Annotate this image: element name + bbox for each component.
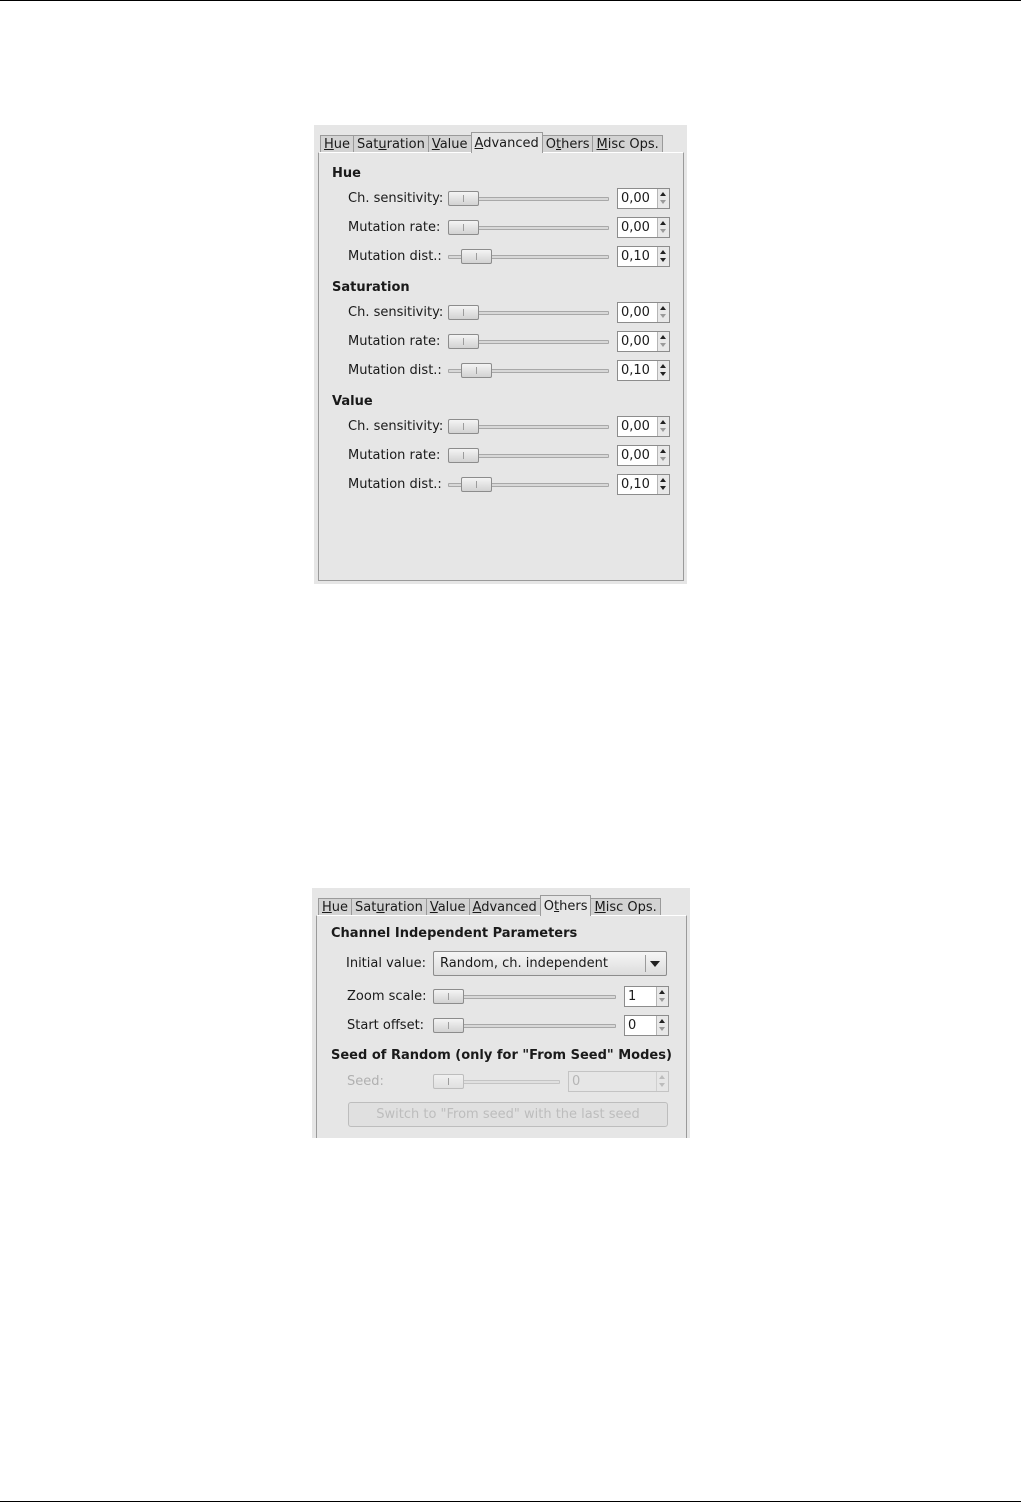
mutation-rate-label: Mutation rate: (348, 448, 441, 463)
spin-arrows[interactable] (657, 189, 669, 208)
mutation-rate-value: 0,00 (621, 448, 650, 463)
start-offset-label: Start offset: (347, 1018, 425, 1033)
others-tab-screenshot (312, 888, 690, 1138)
seed-heading: Seed of Random (only for "From Seed" Modes) (331, 1048, 672, 1063)
spin-arrows[interactable] (657, 332, 669, 351)
tab-hue[interactable]: Hue (320, 135, 354, 153)
section-heading-value: Value (332, 394, 373, 409)
mutation-dist-spinbox[interactable] (617, 360, 670, 381)
mutation-dist-spinbox[interactable] (617, 246, 670, 267)
mutation-dist-value: 0,10 (621, 363, 650, 378)
spin-arrows[interactable] (657, 361, 669, 380)
mutation-rate-label: Mutation rate: (348, 334, 441, 349)
spin-arrows[interactable] (657, 417, 669, 436)
tab-bar (320, 133, 662, 153)
mutation-rate-slider-thumb[interactable] (448, 334, 479, 349)
tab-misc-ops[interactable]: Misc Ops. (590, 898, 660, 916)
mutation-dist-slider-thumb[interactable] (461, 477, 492, 492)
tab-value[interactable]: Value (428, 135, 472, 153)
ch-sensitivity-value: 0,00 (621, 419, 650, 434)
mutation-dist-slider-thumb[interactable] (461, 363, 492, 378)
zoom-scale-value: 1 (628, 989, 637, 1004)
switch-from-seed-button[interactable]: Switch to "From seed" with the last seed (348, 1102, 668, 1127)
tab-advanced[interactable]: Advanced (471, 132, 543, 153)
page-top-rule (0, 0, 1021, 1)
channel-independent-heading: Channel Independent Parameters (331, 926, 578, 941)
spin-arrows[interactable] (657, 446, 669, 465)
tab-saturation[interactable]: Saturation (351, 898, 427, 916)
ch-sensitivity-slider-thumb[interactable] (448, 419, 479, 434)
initial-value-label: Initial value: (346, 956, 426, 971)
zoom-scale-label: Zoom scale: (347, 989, 427, 1004)
ch-sensitivity-value: 0,00 (621, 305, 650, 320)
zoom-scale-slider-thumb[interactable] (433, 989, 464, 1004)
mutation-dist-label: Mutation dist.: (348, 477, 442, 492)
seed-value: 0 (572, 1074, 581, 1089)
mutation-rate-spinbox[interactable] (617, 445, 670, 466)
tab-others[interactable]: Others (542, 135, 594, 153)
mutation-dist-label: Mutation dist.: (348, 363, 442, 378)
ch-sensitivity-spinbox[interactable] (617, 188, 670, 209)
section-heading-saturation: Saturation (332, 280, 410, 295)
mutation-rate-slider-thumb[interactable] (448, 448, 479, 463)
ch-sensitivity-spinbox[interactable] (617, 416, 670, 437)
start-offset-spinbox[interactable] (624, 1015, 669, 1036)
spin-arrows[interactable] (656, 987, 668, 1006)
zoom-scale-spinbox[interactable] (624, 986, 669, 1007)
tab-others[interactable]: Others (540, 895, 592, 916)
tab-value[interactable]: Value (426, 898, 470, 916)
tab-saturation[interactable]: Saturation (353, 135, 429, 153)
advanced-tab-screenshot (314, 125, 687, 584)
start-offset-slider-thumb[interactable] (433, 1018, 464, 1033)
spin-arrows[interactable] (657, 218, 669, 237)
ch-sensitivity-value: 0,00 (621, 191, 650, 206)
mutation-dist-value: 0,10 (621, 477, 650, 492)
seed-spinbox[interactable] (568, 1071, 669, 1092)
spin-arrows[interactable] (656, 1072, 668, 1091)
start-offset-value: 0 (628, 1018, 637, 1033)
ch-sensitivity-slider-thumb[interactable] (448, 305, 479, 320)
ch-sensitivity-slider-thumb[interactable] (448, 191, 479, 206)
seed-label: Seed: (347, 1074, 384, 1089)
initial-value-combo[interactable] (433, 951, 667, 976)
ch-sensitivity-spinbox[interactable] (617, 302, 670, 323)
spin-arrows[interactable] (657, 303, 669, 322)
mutation-rate-label: Mutation rate: (348, 220, 441, 235)
spin-arrows[interactable] (656, 1016, 668, 1035)
tab-misc-ops[interactable]: Misc Ops. (592, 135, 662, 153)
mutation-rate-spinbox[interactable] (617, 331, 670, 352)
section-heading-hue: Hue (332, 166, 361, 181)
mutation-rate-value: 0,00 (621, 220, 650, 235)
seed-slider-thumb[interactable] (433, 1074, 464, 1089)
ch-sensitivity-label: Ch. sensitivity: (348, 191, 444, 206)
mutation-dist-label: Mutation dist.: (348, 249, 442, 264)
chevron-down-icon (650, 961, 660, 967)
spin-arrows[interactable] (657, 475, 669, 494)
spin-arrows[interactable] (657, 247, 669, 266)
initial-value-text: Random, ch. independent (440, 956, 608, 971)
mutation-rate-spinbox[interactable] (617, 217, 670, 238)
ch-sensitivity-label: Ch. sensitivity: (348, 419, 444, 434)
mutation-dist-slider-thumb[interactable] (461, 249, 492, 264)
mutation-rate-value: 0,00 (621, 334, 650, 349)
page-bottom-rule (0, 1501, 1021, 1502)
tab-advanced[interactable]: Advanced (469, 898, 541, 916)
tab-hue[interactable]: Hue (318, 898, 352, 916)
tab-bar (318, 896, 660, 916)
combo-separator (645, 955, 646, 972)
mutation-dist-value: 0,10 (621, 249, 650, 264)
mutation-rate-slider-thumb[interactable] (448, 220, 479, 235)
ch-sensitivity-label: Ch. sensitivity: (348, 305, 444, 320)
mutation-dist-spinbox[interactable] (617, 474, 670, 495)
